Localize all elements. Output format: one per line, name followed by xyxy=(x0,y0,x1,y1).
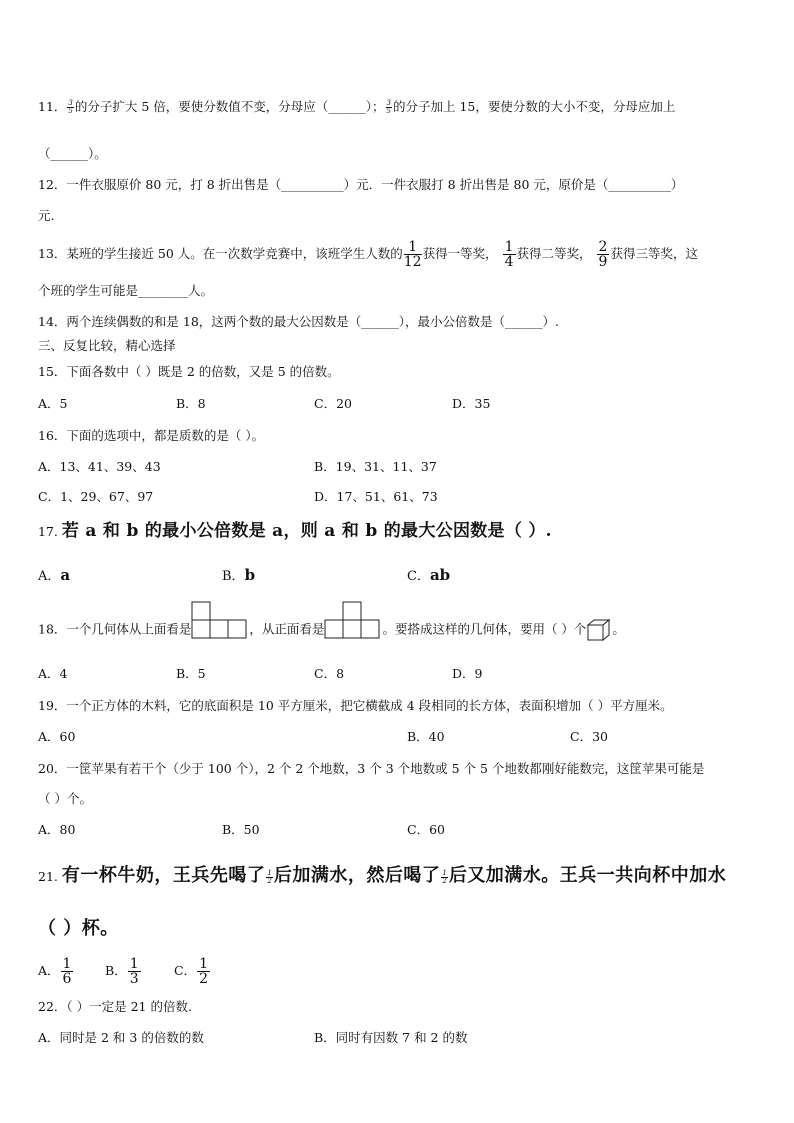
q16-stem: 16．下面的选项中，都是质数的是（ ）。 xyxy=(38,428,265,443)
q19-option-a: A．60 xyxy=(38,729,76,744)
q18-line: 18．一个几何体从上面看是 ，从正面看是 。要搭成这样的几何体，要用（ ）个 。 xyxy=(38,618,625,642)
q22-option-a: A．同时是 2 和 3 的倍数的数 xyxy=(38,1030,204,1045)
q21-option-b-fraction: $\frac{1}{3}$ xyxy=(129,956,139,987)
q11-fraction-2: $\frac{3}{5}$ xyxy=(386,99,391,115)
q15-option-d: D．35 xyxy=(452,396,491,411)
q20-line1: 20．一筐苹果有若干个（少于 100 个），2 个 2 个地数，3 个 3 个地数或 5 个 5 个地数都刚好能数完，这筐苹果可能是 xyxy=(38,761,705,776)
q16-option-c: C．1、29、67、97 xyxy=(38,489,154,504)
q21-line1: 21. 有一杯牛奶，王兵先喝了 $\frac{1}{2}$ 后加满水，然后喝了 $\frac{1}{2}$ 后又加满水。王兵一共向杯中加水 xyxy=(38,865,727,886)
q11-fraction-1: $\frac{3}{5}$ xyxy=(68,99,73,115)
q21-fraction-2: $\frac{1}{2}$ xyxy=(442,869,447,885)
q15-option-a: A．5 xyxy=(38,396,68,411)
q17-stem: 若 a 和 b 的最小公倍数是 a，则 a 和 b 的最大公因数是（ ）. xyxy=(61,521,552,541)
q17-option-a: A．a xyxy=(38,566,71,584)
q16-option-a: A．13、41、39、43 xyxy=(38,459,161,474)
q12-line1: 12．一件衣服原价 80 元，打 8 折出售是（__________）元．一件衣服打 8 折出售是 80 元，原价是（__________） xyxy=(38,177,684,192)
section-title: 三、反复比较，精心选择 xyxy=(38,338,176,353)
q20-option-c: C．60 xyxy=(407,822,445,837)
q22-stem: 22．（ ）一定是 21 的倍数. xyxy=(38,999,192,1014)
q11-line1: 11． $\frac{3}{5}$ 的分子扩大 5 倍，要使分数值不变，分母应（______）； $\frac{3}{5}$ 的分子加上 15，要使分数的大小不变，分母应加上 xyxy=(38,99,676,115)
q12-line2: 元. xyxy=(38,208,55,223)
q18-option-a: A．4 xyxy=(38,666,68,681)
q21-fraction-1: $\frac{1}{2}$ xyxy=(267,869,272,885)
q17-option-b: B．b xyxy=(222,566,256,584)
q21-option-c-fraction: $\frac{1}{2}$ xyxy=(199,956,208,987)
q19-stem: 19．一个正方体的木料，它的底面积是 10 平方厘米，把它横截成 4 段相同的长方体，表面积增加（ ）平方厘米。 xyxy=(38,698,673,713)
q21-option-a-fraction: $\frac{1}{6}$ xyxy=(62,956,72,987)
q17-option-c: C．ab xyxy=(407,566,451,584)
q13-fraction-2: $\frac{1}{4}$ xyxy=(504,239,514,270)
q18-option-c: C．8 xyxy=(314,666,345,681)
q22-option-b: B．同时有因数 7 和 2 的数 xyxy=(314,1030,468,1045)
q11-number: 11． xyxy=(38,99,67,114)
q20-option-a: A．80 xyxy=(38,822,76,837)
q19-option-c: C．30 xyxy=(570,729,608,744)
q21-option-b: B． $\frac{1}{3}$ xyxy=(105,956,139,987)
q15-stem: 15．下面各数中（ ）既是 2 的倍数，又是 5 的倍数。 xyxy=(38,364,340,379)
q19-option-b: B．40 xyxy=(407,729,445,744)
q13-line1: 13．某班的学生接近 50 人。在一次数学竞赛中，该班学生人数的 $\frac{1}{12}$ 获得一等奖， $\frac{1}{4}$ 获得二等奖， $\frac{2}{9}$ 获得三等奖，这 xyxy=(38,239,698,270)
q13-line2: 个班的学生可能是________人。 xyxy=(38,283,214,298)
q16-option-b: B．19、31、11、37 xyxy=(314,459,437,474)
q14-line1: 14．两个连续偶数的和是 18，这两个数的最大公因数是（______），最小公倍数是（______）. xyxy=(38,314,560,329)
q16-option-d: D．17、51、61、73 xyxy=(314,489,438,504)
top-view-figure xyxy=(191,601,249,639)
front-view-figure xyxy=(324,601,382,639)
q13-fraction-3: $\frac{2}{9}$ xyxy=(598,239,608,270)
q21-option-a: A． $\frac{1}{6}$ xyxy=(38,956,72,987)
q15-option-c: C．20 xyxy=(314,396,352,411)
q15-option-b: B．8 xyxy=(176,396,206,411)
q21-option-c: C． $\frac{1}{2}$ xyxy=(174,956,208,987)
q18-option-b: B．5 xyxy=(176,666,206,681)
q17-stem-line: 17. 若 a 和 b 的最小公倍数是 a，则 a 和 b 的最大公因数是（ ）. xyxy=(38,521,552,541)
q20-option-b: B．50 xyxy=(222,822,260,837)
cube-icon xyxy=(586,618,612,642)
q18-option-d: D．9 xyxy=(452,666,483,681)
q21-line2: （ ）杯。 xyxy=(38,918,119,939)
q20-line2: （ ）个。 xyxy=(38,791,92,806)
q13-fraction-1: $\frac{1}{12}$ xyxy=(403,239,422,270)
q11-line2: （______）。 xyxy=(38,146,107,161)
